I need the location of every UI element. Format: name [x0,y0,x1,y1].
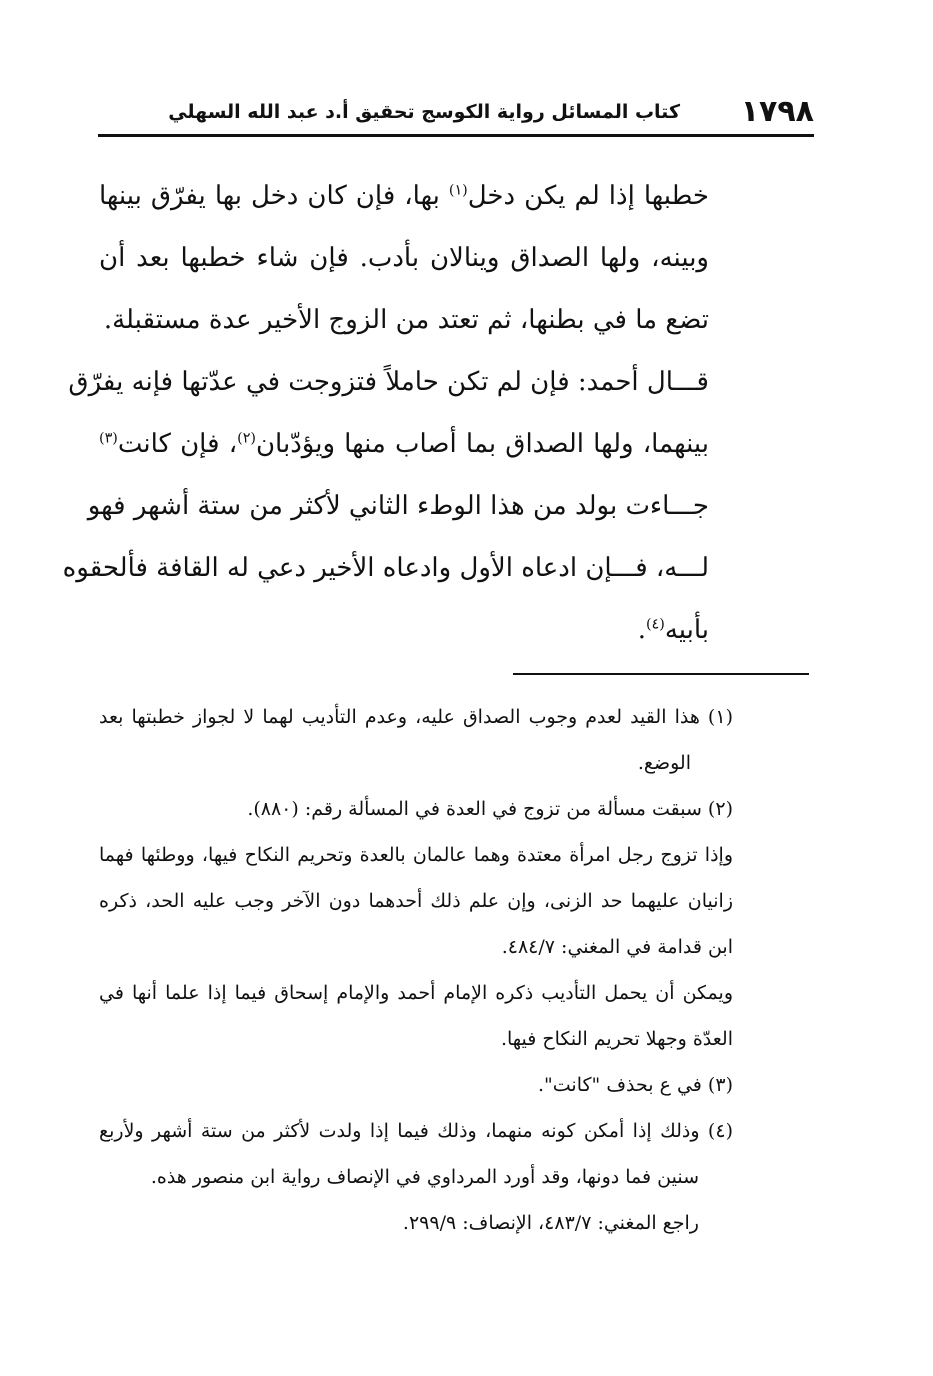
main-line: لـــه، فـــإن ادعاه الأول وادعاه الأخير دعي له القافة فألحقوه [62,553,709,583]
footnote-line: (٢) سبقت مسألة من تزوج في العدة في المسألة رقم: (٨٨٠). [247,798,733,820]
header-title: كتاب المسائل رواية الكوسج تحقيق أ.د عبد الله السهلي [168,101,680,123]
main-line: وبينه، ولها الصداق وينالان بأدب. فإن شاء خطبها بعد أن [99,243,709,273]
main-line: قـــال أحمد: فإن لم تكن حاملاً فتزوجت في عدّتها فإنه يفرّق [68,367,709,397]
footnote-line: (٤) وذلك إذا أمكن كونه منهما، وذلك فيما إذا ولدت لأكثر من ستة أشهر ولأربع [99,1120,733,1142]
footnote-line: (١) هذا القيد لعدم وجوب الصداق عليه، وعدم التأديب لهما لا لجواز خطبتها بعد [99,706,733,728]
footnote-line: ويمكن أن يحمل التأديب ذكره الإمام أحمد والإمام إسحاق فيما إذا علما أنها في [99,982,733,1004]
footnote-line: وإذا تزوج رجل امرأة معتدة وهما عالمان بالعدة وتحريم النكاح فيها، ووطئها فهما [99,844,733,866]
footnote-line: زانيان عليهما حد الزنى، وإن علم ذلك أحدهما دون الآخر وجب عليه الحد، ذكره [99,890,733,912]
footnote-line: راجع المغني: ٤٨٣/٧، الإنصاف: ٢٩٩/٩. [402,1212,699,1234]
footnote-ref: (٤) [645,616,665,633]
footnote-line: الوضع. [637,752,691,774]
footnote-line: العدّة وجهلا تحريم النكاح فيها. [500,1028,733,1050]
page-number: ١٧٩٨ [740,94,814,129]
footnote-ref: (١) [448,182,468,199]
main-line: تضع ما في بطنها، ثم تعتد من الزوج الأخير عدة مستقبلة. [103,305,709,335]
main-text [62,165,709,661]
footnote-line: سنين فما دونها، وقد أورد المرداوي في الإنصاف رواية ابن منصور هذه. [150,1166,699,1188]
main-line: بينهما، ولها الصداق بما أصاب منها ويؤدّبان$^{(٢)}$، فإن كانت$^{(٣)}$ [99,429,709,459]
footnote-ref: (٣) [99,430,118,447]
main-line: بأبيه$^{(٤)}$. [637,615,709,645]
header-rule [98,134,814,137]
footnote-line: ابن قدامة في المغني: ٤٨٤/٧. [501,936,733,958]
main-line: خطبها إذا لم يكن دخل$^{(١)}$ بها، فإن كان دخل بها يفرّق بينها [99,181,709,211]
footnote-ref: (٢) [237,430,256,447]
main-line: جـــاءت بولد من هذا الوطء الثاني لأكثر من ستة أشهر فهو [87,491,709,521]
footnote-line: (٣) في ع بحذف "كانت". [538,1074,733,1096]
footnotes [99,694,733,1246]
running-header [98,92,814,132]
footnote-rule [513,673,809,675]
